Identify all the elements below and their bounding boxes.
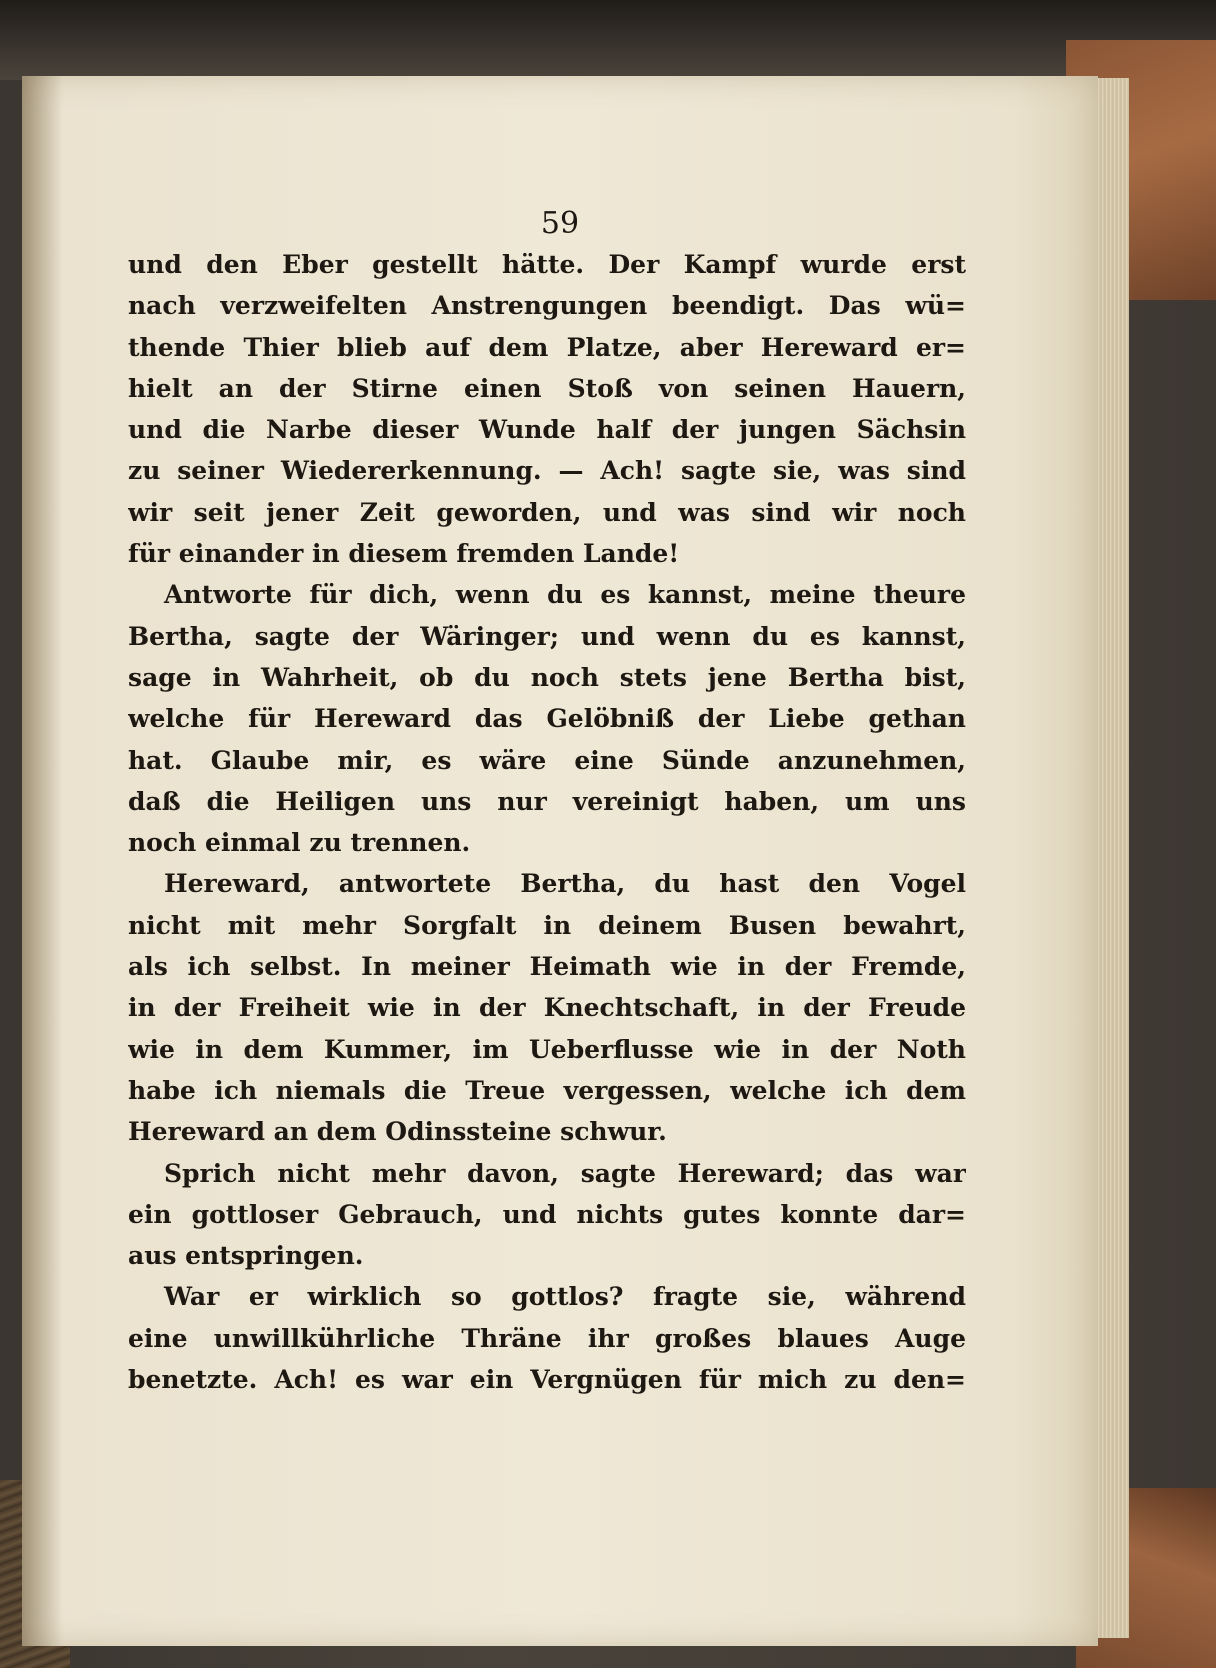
text-line: hat. Glaube mir, es wäre eine Sünde anzunehmen, (128, 745, 966, 775)
text-line: daß die Heiligen uns nur vereinigt haben, um uns (128, 786, 966, 816)
text-line: Antworte für dich, wenn du es kannst, meine theure (164, 580, 966, 610)
text-line: wie in dem Kummer, im Ueberflusse wie in der Noth (128, 1034, 966, 1064)
text-line: zu seiner Wiedererkennung. — Ach! sagte sie, was sind (128, 456, 966, 486)
text-line: nach verzweifelten Anstrengungen beendigt. Das wü= (128, 291, 966, 321)
text-line: benetzte. Ach! es war ein Vergnügen für mich zu den= (128, 1365, 966, 1395)
text-line: und die Narbe dieser Wunde half der jungen Sächsin (128, 415, 966, 445)
text-line: wir seit jener Zeit geworden, und was sind wir noch (128, 497, 966, 527)
text-line: habe ich niemals die Treue vergessen, welche ich dem (128, 1075, 966, 1105)
text-line: eine unwillkührliche Thräne ihr großes blaues Auge (128, 1323, 966, 1353)
text-line: thende Thier blieb auf dem Platze, aber Hereward er= (128, 332, 966, 362)
text-line: Hereward an dem Odinssteine schwur. (128, 1117, 667, 1147)
text-line: in der Freiheit wie in der Knechtschaft, in der Freude (128, 993, 966, 1023)
body-text (128, 244, 966, 1400)
text-line: Sprich nicht mehr davon, sagte Hereward; das war (164, 1158, 966, 1188)
spine-shadow (22, 76, 62, 1646)
book-cover-top (0, 0, 1216, 80)
text-line: für einander in diesem fremden Lande! (128, 539, 680, 569)
text-line: Bertha, sagte der Wäringer; und wenn du es kannst, (128, 621, 966, 651)
text-line: War er wirklich so gottlos? fragte sie, während (164, 1282, 966, 1312)
text-line: noch einmal zu trennen. (128, 828, 471, 858)
text-line: als ich selbst. In meiner Heimath wie in der Fremde, (128, 952, 966, 982)
text-line: aus entspringen. (128, 1241, 364, 1271)
text-line: hielt an der Stirne einen Stoß von seinen Hauern, (128, 373, 966, 403)
page-number: 59 (540, 206, 580, 241)
text-line: und den Eber gestellt hätte. Der Kampf wurde erst (128, 250, 966, 279)
text-line: sage in Wahrheit, ob du noch stets jene Bertha bist, (128, 662, 966, 692)
text-line: nicht mit mehr Sorgfalt in deinem Busen bewahrt, (128, 910, 966, 940)
text-line: ein gottloser Gebrauch, und nichts gutes konnte dar= (128, 1199, 966, 1229)
text-line: Hereward, antwortete Bertha, du hast den Vogel (164, 869, 966, 899)
text-line: welche für Hereward das Gelöbniß der Liebe gethan (128, 704, 966, 734)
